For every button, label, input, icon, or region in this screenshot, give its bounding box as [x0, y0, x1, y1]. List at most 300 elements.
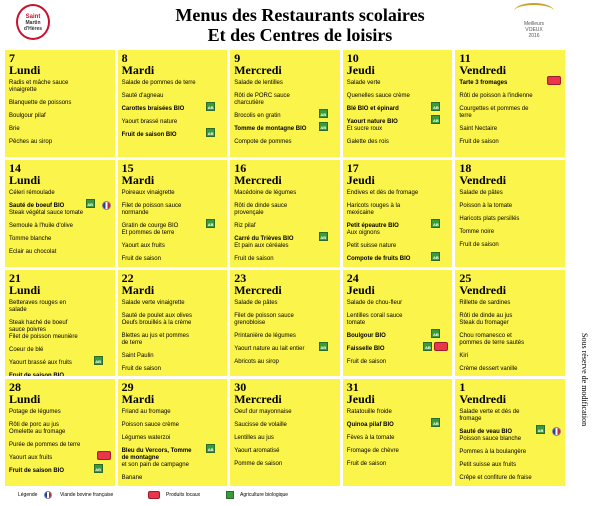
french-flag-icon	[44, 491, 52, 499]
menu-item	[122, 366, 224, 373]
menu-item-text: Rôti de dinde sauce provençale	[234, 202, 288, 216]
menu-item	[459, 242, 561, 249]
menu-item-text: Salade de chou-fleur	[346, 299, 403, 306]
menu-item	[347, 256, 449, 263]
menu-item	[9, 347, 111, 354]
menu-item-text: Fèves à la tomate	[346, 435, 395, 442]
day-name: Mercredi	[234, 282, 282, 297]
ribbon-icon	[514, 3, 554, 19]
day-name: Mardi	[121, 282, 155, 297]
legend-local-label: Produits locaux	[166, 492, 201, 498]
organic-icon: AB	[319, 232, 328, 241]
menu-item	[234, 203, 336, 217]
day-number: 1	[459, 380, 466, 395]
menu-item-subtext: et son pain de campagne	[121, 462, 189, 469]
day-name: Vendredi	[459, 392, 507, 407]
day-cell	[230, 379, 340, 486]
menu-item-text: Blettes au jus et pommes de terre	[121, 332, 189, 346]
organic-icon: AB	[431, 418, 440, 427]
day-number: 15	[121, 160, 134, 175]
menu-item-text: Rôti de PORC sauce charcutière	[234, 93, 290, 106]
menu-item	[459, 126, 561, 133]
menu-item-text: Boulgour pilaf	[9, 113, 46, 119]
menu-item	[9, 320, 111, 341]
menu-item	[122, 300, 224, 307]
menu-item-text: Fruit de saison	[346, 358, 387, 365]
menu-item-subtext: Et pain aux céréales	[234, 242, 289, 249]
menu-item	[459, 475, 561, 482]
menu-item-text: Légumes waterzoi	[121, 435, 171, 442]
menu-item	[9, 236, 111, 243]
menu-item-text: Saucisse de volaille	[234, 422, 287, 429]
menu-item	[122, 190, 224, 197]
menu-item-text: Lentilles corail sauce tomate	[346, 312, 403, 326]
organic-icon: AB	[431, 102, 440, 111]
menu-item-subtext: Steak du fromager	[459, 319, 509, 326]
organic-icon: AB	[536, 425, 545, 434]
menu-item	[122, 93, 224, 100]
day-number: 16	[234, 160, 247, 175]
day-cell	[5, 379, 115, 486]
menu-item	[234, 422, 336, 429]
menu-item-text: Petit épeautre BIO	[346, 222, 399, 229]
menu-item	[122, 243, 224, 250]
menu-item	[234, 300, 336, 307]
menu-item	[122, 353, 224, 360]
menu-item	[234, 139, 336, 146]
menu-item-text: Yaourt aux fruits	[121, 242, 165, 249]
day-number: 30	[234, 380, 247, 395]
menu-item-text: Oeuf dur mayonnaise	[234, 409, 292, 416]
menu-item-text: Friand au fromage	[121, 409, 171, 416]
menu-item-text: Salade verte	[346, 80, 381, 86]
menu-item-text: Salade de pommes de terre	[121, 80, 196, 86]
day-number: 22	[121, 270, 134, 285]
menu-item	[459, 313, 561, 327]
menu-item-text: Pêches au sirop	[9, 139, 53, 145]
menu-item	[459, 190, 561, 197]
organic-icon: AB	[431, 252, 440, 261]
menu-grid	[5, 50, 565, 486]
legend-flag-label: Viande bovine française	[60, 492, 114, 498]
menu-item	[459, 106, 561, 120]
menu-item-text: Tomme blanche	[9, 235, 52, 242]
menu-item	[9, 422, 111, 436]
day-name: Jeudi	[346, 172, 375, 187]
menu-item-text: Brie	[9, 126, 20, 132]
menu-item-subtext: Filet de poisson meunière	[9, 333, 78, 340]
menu-item-text: Fruit de saison	[459, 139, 499, 145]
menu-item	[9, 223, 111, 230]
menu-item-text: Sauté de poulet aux olives	[121, 312, 192, 319]
menu-item	[9, 249, 111, 256]
menu-item	[9, 300, 111, 314]
menu-item	[459, 366, 561, 373]
organic-icon: AB	[431, 115, 440, 124]
page-title	[120, 5, 480, 45]
organic-icon: AB	[206, 219, 215, 228]
menu-item-text: Salade verte et dés de fromage	[459, 409, 520, 423]
menu-item	[459, 93, 561, 100]
day-number: 8	[121, 51, 128, 65]
menu-item	[122, 119, 224, 126]
menu-item-text: Salade de lentilles	[234, 80, 283, 86]
menu-item-text: Salade de pâtes	[459, 189, 503, 196]
menu-item-text: Lentilles au jus	[234, 435, 274, 442]
menu-item	[234, 435, 336, 442]
menu-item-subtext: Steak végétal sauce tomate	[9, 209, 84, 216]
menu-item	[234, 80, 336, 87]
menu-item-text: Galette des rois	[346, 139, 389, 145]
day-cell	[230, 50, 340, 157]
local-product-icon	[434, 342, 448, 351]
menu-item-text: Crème dessert vanille	[459, 365, 518, 372]
menu-item-text: Radis et mâche sauce vinaigrette	[9, 80, 69, 93]
day-number: 18	[459, 160, 472, 175]
menu-item-text: Poireaux vinaigrette	[121, 189, 175, 196]
day-name: Mardi	[121, 392, 155, 407]
menu-item	[9, 126, 111, 133]
menu-item	[347, 346, 449, 353]
menu-item-text: Yaourt nature BIO	[346, 119, 398, 125]
menu-item	[234, 333, 336, 340]
day-name: Mardi	[121, 172, 155, 187]
day-cell	[230, 270, 340, 377]
menu-item	[234, 448, 336, 455]
menu-item-text: Macédoine de légumes	[234, 189, 297, 196]
menu-item-text: Filet de poisson sauce grenobloise	[234, 312, 294, 326]
menu-item-text: Fruit de saison BIO	[9, 372, 65, 377]
menu-item	[459, 300, 561, 307]
menu-item	[9, 360, 111, 367]
day-number: 11	[459, 51, 471, 65]
menu-item-text: Céleri rémoulade	[9, 189, 55, 196]
menu-item	[459, 80, 561, 87]
menu-item-text: Haricots plats persillés	[459, 215, 520, 222]
menu-item	[9, 100, 111, 107]
legend-bio-label: Agriculture biologique	[240, 492, 289, 498]
menu-item-text: Semoule à l'huile d'olive	[9, 222, 73, 229]
menu-item	[9, 409, 111, 416]
day-number: 9	[234, 51, 241, 65]
menu-item	[347, 313, 449, 327]
menu-item-text: Faisselle BIO	[346, 345, 385, 352]
menu-item-text: Haricots rouges à la mexicaine	[346, 202, 401, 216]
menu-item-text: Fromage de chèvre	[346, 448, 399, 455]
day-name: Lundi	[9, 392, 41, 407]
day-name: Lundi	[9, 63, 41, 77]
menu-item	[234, 346, 336, 353]
menu-item-text: Bleu du Vercors, Tomme de montagne	[121, 448, 192, 462]
menu-item-text: Saint Nectaire	[459, 126, 498, 132]
day-number: 23	[234, 270, 247, 285]
local-product-icon	[148, 491, 160, 499]
menu-item-text: Potage de légumes	[9, 409, 61, 416]
city-logo: Saint Martin d'Hères	[16, 4, 50, 40]
menu-item	[234, 190, 336, 197]
menu-item-text: Carottes braisées BIO	[121, 106, 185, 112]
menu-item	[459, 216, 561, 223]
menu-item-text: Fruit de saison BIO	[9, 468, 65, 475]
menu-item	[234, 256, 336, 263]
organic-icon: AB	[94, 356, 103, 365]
day-name: Mercredi	[234, 63, 282, 77]
menu-item-subtext: Poisson sauce blanche	[459, 436, 522, 443]
day-name: Vendredi	[459, 282, 507, 297]
organic-icon: AB	[319, 342, 328, 351]
menu-item	[122, 333, 224, 347]
menu-item	[9, 113, 111, 120]
local-product-icon	[547, 76, 561, 85]
menu-item	[459, 353, 561, 360]
menu-item-text: Fruit de saison	[346, 461, 387, 468]
menu-item-text: Gratin de courge BIO	[121, 222, 179, 229]
menu-item	[347, 106, 449, 113]
day-cell	[5, 160, 115, 267]
menu-item-text: Tomme noire	[459, 228, 495, 235]
menu-item-text: Blanquette de poissons	[9, 100, 72, 106]
menu-item	[347, 422, 449, 429]
day-name: Vendredi	[459, 172, 507, 187]
menu-item-text: Fruit de saison	[121, 255, 161, 262]
menu-item	[122, 106, 224, 113]
organic-icon: AB	[94, 464, 103, 473]
day-name: Lundi	[9, 172, 41, 187]
organic-icon: AB	[206, 128, 215, 137]
menu-item	[459, 449, 561, 456]
menu-item	[459, 203, 561, 210]
menu-item-text: Carré du Trièves BIO	[234, 235, 294, 242]
menu-item	[122, 132, 224, 139]
menu-item-text: Abricots au sirop	[234, 358, 279, 365]
menu-item	[9, 139, 111, 146]
menu-item-text: Fruit de saison BIO	[121, 132, 177, 138]
menu-item	[9, 373, 111, 377]
day-number: 25	[459, 270, 472, 285]
organic-icon: AB	[206, 102, 215, 111]
menu-item-text: Filet de poisson sauce normande	[121, 202, 182, 216]
menu-item	[459, 462, 561, 469]
day-cell	[118, 50, 228, 157]
organic-icon: AB	[319, 109, 328, 118]
menu-item-text: Pomme de saison	[234, 461, 283, 468]
menu-item-text: Eclair au chocolat	[9, 248, 57, 255]
menu-item	[347, 93, 449, 100]
day-number: 24	[346, 270, 359, 285]
organic-icon: AB	[319, 122, 328, 131]
menu-item-text: Betteraves rouges en salade	[9, 299, 67, 313]
menu-item	[9, 80, 111, 94]
menu-item	[234, 313, 336, 327]
menu-item	[234, 126, 336, 133]
menu-item	[347, 243, 449, 250]
day-number: 10	[346, 51, 359, 65]
menu-item-text: Printanière de légumes	[234, 332, 296, 339]
menu-item-text: Quenelles sauce crème	[346, 93, 410, 99]
header	[0, 0, 600, 50]
day-number: 7	[9, 51, 15, 65]
day-number: 14	[9, 160, 21, 175]
day-cell	[343, 270, 453, 377]
menu-item-text: Compote de fruits BIO	[346, 255, 411, 262]
day-name: Jeudi	[346, 63, 375, 77]
greetings-logo: Meilleurs VOEUX 2016	[508, 3, 560, 45]
menu-item	[234, 236, 336, 250]
menu-item	[9, 190, 111, 197]
menu-item	[347, 80, 449, 87]
menu-item-text: Courgettes et pommes de terre	[459, 106, 529, 119]
menu-item-text: Kiri	[459, 352, 469, 359]
menu-item-text: Coeur de blé	[9, 346, 44, 353]
menu-item-text: Riz pilaf	[234, 222, 256, 229]
day-name: Mercredi	[234, 392, 282, 407]
day-number: 29	[121, 380, 134, 395]
menu-item	[122, 256, 224, 263]
menu-item-text: Rôti de poisson à l'indienne	[459, 93, 533, 99]
menu-item	[459, 229, 561, 236]
menu-item-text: Salade de pâtes	[234, 299, 278, 306]
menu-item	[9, 442, 111, 449]
menu-item	[234, 461, 336, 468]
organic-icon	[226, 491, 234, 499]
day-number: 28	[9, 380, 21, 395]
day-name: Jeudi	[346, 392, 375, 407]
menu-item-text: Yaourt brassé aux fruits	[9, 359, 72, 366]
menu-item-text: Endives et dés de fromage	[346, 189, 419, 196]
menu-item	[347, 203, 449, 217]
menu-item-text: Tarte 3 fromages	[459, 80, 508, 86]
menu-item-text: Blé BIO et épinard	[346, 106, 399, 112]
menu-item-text: Petit suisse aux fruits	[459, 462, 517, 469]
menu-item	[9, 455, 111, 462]
menu-item	[459, 409, 561, 423]
menu-item	[122, 422, 224, 429]
menu-item	[122, 203, 224, 217]
menu-item-text: Banane	[121, 475, 143, 482]
menu-item-subtext: Omelette au fromage	[9, 429, 66, 436]
menu-item	[459, 333, 561, 347]
menu-item-text: Chou romanesco et pommes de terre sautés	[459, 332, 525, 346]
menu-item	[122, 313, 224, 327]
legend	[18, 487, 558, 503]
menu-item	[234, 409, 336, 416]
menu-item-text: Pommes à la boulangère	[459, 449, 527, 456]
day-cell	[343, 379, 453, 486]
menu-item	[347, 448, 449, 455]
menu-item	[347, 461, 449, 468]
day-name: Vendredi	[459, 63, 507, 77]
menu-item-text: Sauté de veau BIO	[459, 429, 513, 436]
menu-item-text: Ratatouille froide	[346, 409, 392, 416]
menu-item	[347, 333, 449, 340]
day-cell	[118, 379, 228, 486]
menu-item	[122, 80, 224, 87]
organic-icon: AB	[431, 219, 440, 228]
menu-item-text: Saint Paulin	[121, 352, 154, 359]
menu-item	[347, 223, 449, 237]
day-number: 21	[9, 270, 21, 285]
title-line-2: Et des Centres de loisirs	[207, 25, 393, 45]
menu-item	[459, 429, 561, 443]
menu-item	[347, 300, 449, 307]
day-cell	[5, 50, 115, 157]
menu-item-text: Fruit de saison	[459, 241, 499, 248]
menu-item-text: Salade verte vinaigrette	[121, 299, 185, 306]
french-flag-icon	[102, 201, 111, 210]
day-number: 17	[346, 160, 359, 175]
day-cell	[343, 50, 453, 157]
menu-item	[234, 223, 336, 230]
menu-item	[122, 435, 224, 442]
day-cell	[455, 270, 565, 377]
day-cell	[118, 160, 228, 267]
menu-item-text: Boulgour BIO	[346, 332, 386, 339]
menu-item	[347, 119, 449, 133]
day-number: 31	[346, 380, 359, 395]
menu-item-text: Steak haché de boeuf sauce poivres	[9, 319, 68, 333]
organic-icon: AB	[206, 444, 215, 453]
day-cell	[230, 160, 340, 267]
menu-item-text: Yaourt aromatisé	[234, 448, 280, 455]
menu-item	[234, 93, 336, 107]
menu-item	[122, 475, 224, 482]
menu-item	[347, 139, 449, 146]
menu-item-text: Yaourt nature au lait entier	[234, 345, 305, 352]
side-note: Sous réserve de modification	[580, 333, 589, 427]
french-flag-icon	[552, 427, 561, 436]
menu-item-subtext: Aux oignons	[346, 229, 380, 236]
day-cell	[455, 160, 565, 267]
day-name: Mardi	[121, 63, 155, 77]
menu-item-text: Fruit de saison	[234, 255, 274, 262]
menu-item-text: Compote de pommes	[234, 139, 292, 145]
menu-item	[347, 435, 449, 442]
menu-item-subtext: Oeufs brouillés à la crème	[121, 319, 192, 326]
menu-item-text: Rôti de dinde au jus	[459, 312, 513, 319]
day-name: Mercredi	[234, 172, 282, 187]
menu-item-text: Sauté de boeuf BIO	[9, 202, 65, 209]
menu-item	[347, 359, 449, 366]
menu-item-text: Brocolis en gratin	[234, 113, 281, 119]
day-name: Lundi	[9, 282, 41, 297]
day-name: Jeudi	[346, 282, 375, 297]
menu-item	[122, 409, 224, 416]
menu-item	[9, 468, 111, 475]
menu-item-text: Poisson sauce crème	[121, 422, 179, 429]
day-cell	[5, 270, 115, 377]
organic-icon: AB	[423, 342, 432, 351]
menu-item-text: Fruit de saison	[121, 365, 161, 372]
menu-item-subtext: Et sucre roux	[346, 126, 383, 132]
menu-item-text: Sauté d'agneau	[121, 93, 164, 99]
menu-item-text: Tomme de montagne BIO	[234, 126, 307, 132]
menu-item	[122, 223, 224, 237]
menu-item	[347, 190, 449, 197]
menu-item	[234, 113, 336, 120]
day-cell	[455, 50, 565, 157]
organic-icon: AB	[86, 199, 95, 208]
menu-item-text: Rôti de porc au jus	[9, 422, 60, 429]
menu-item-text: Crêpe et confiture de fraise	[459, 475, 532, 482]
local-product-icon	[97, 451, 111, 460]
menu-item	[347, 409, 449, 416]
menu-item-text: Quinoa pilaf BIO	[346, 422, 394, 429]
menu-item	[234, 359, 336, 366]
organic-icon: AB	[431, 329, 440, 338]
menu-item-text: Rillette de sardines	[459, 299, 511, 306]
menu-item	[122, 448, 224, 469]
day-cell	[343, 160, 453, 267]
